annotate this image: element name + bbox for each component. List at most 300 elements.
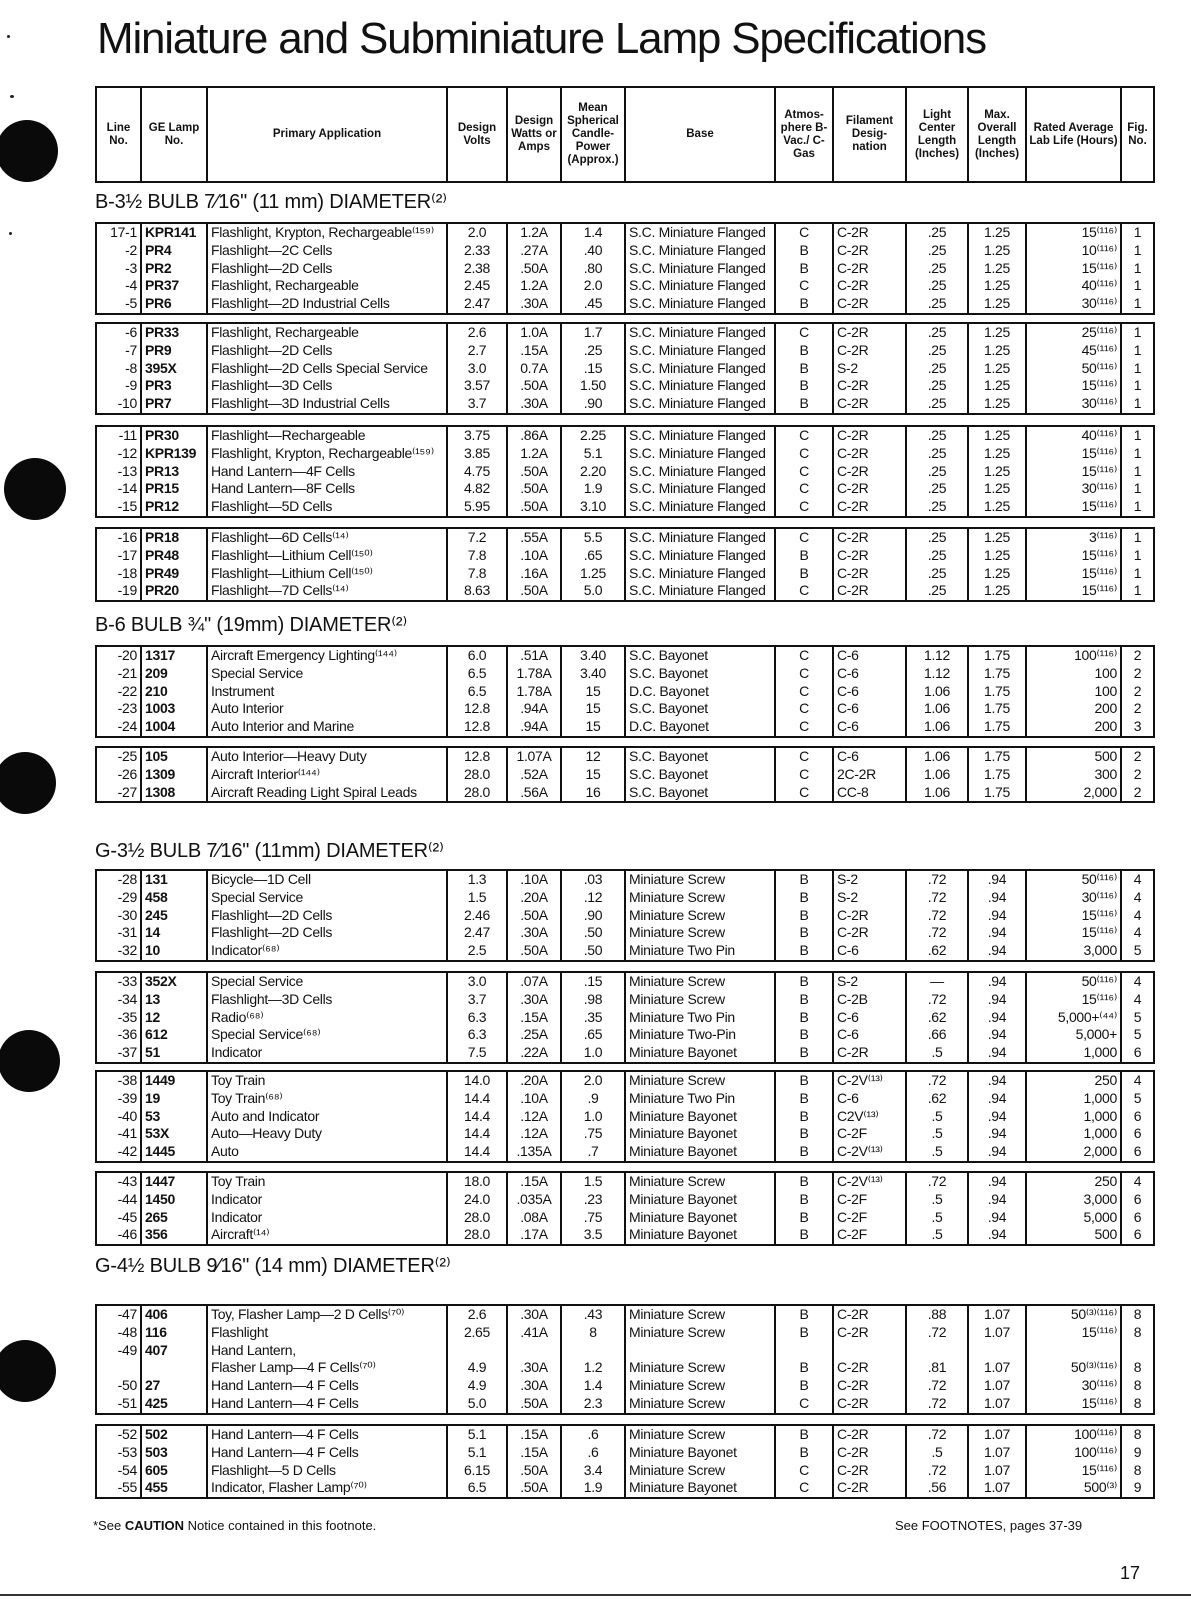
- cell-lamp-no: 352X: [141, 972, 207, 991]
- cell-overall-length: 1.25: [968, 445, 1026, 463]
- cell-base: Miniature Screw: [625, 1324, 775, 1342]
- cell-candle-power: 3.40: [561, 665, 625, 683]
- cell-design-volts: 4.9: [447, 1359, 507, 1377]
- cell-atmosphere: B: [775, 991, 833, 1009]
- cell-design-volts: 5.0: [447, 1395, 507, 1414]
- cell-line-no: -7: [96, 342, 141, 360]
- cell-line-no: -6: [96, 323, 141, 342]
- cell-application: Flashlight: [207, 1324, 447, 1342]
- cell-filament: C-6: [833, 665, 906, 683]
- cell-application: Aircraft⁽¹⁴⁾: [207, 1226, 447, 1245]
- cell-application: Flashlight—3D Cells: [207, 377, 447, 395]
- cell-lamp-no: PR3: [141, 377, 207, 395]
- footnotes-reference: See FOOTNOTES, pages 37-39: [895, 1518, 1083, 1533]
- cell-line-no: -34: [96, 991, 141, 1009]
- cell-candle-power: 3.10: [561, 498, 625, 517]
- cell-candle-power: .50: [561, 942, 625, 961]
- cell-base: Miniature Bayonet: [625, 1209, 775, 1227]
- cell-lamp-no: 53: [141, 1108, 207, 1126]
- cell-lab-life: 2,000: [1026, 1143, 1121, 1162]
- cell-application: Hand Lantern—4 F Cells: [207, 1425, 447, 1444]
- cell-overall-length: 1.25: [968, 565, 1026, 583]
- column-header-watts-amps: Design Watts or Amps: [507, 87, 561, 182]
- cell-design-volts: 6.0: [447, 646, 507, 665]
- cell-light-center-length: .72: [906, 924, 968, 942]
- cell-candle-power: [561, 1342, 625, 1360]
- cell-light-center-length: .5: [906, 1209, 968, 1227]
- cell-overall-length: .94: [968, 907, 1026, 925]
- cell-design-volts: 12.8: [447, 700, 507, 718]
- cell-light-center-length: .72: [906, 1462, 968, 1480]
- cell-design-volts: 4.82: [447, 480, 507, 498]
- cell-design-volts: 2.5: [447, 942, 507, 961]
- cell-overall-length: 1.25: [968, 547, 1026, 565]
- cell-atmosphere: C: [775, 683, 833, 701]
- cell-lab-life: 100⁽¹¹⁶⁾: [1026, 1425, 1121, 1444]
- cell-fig-no: 2: [1121, 700, 1154, 718]
- cell-lamp-no: 1317: [141, 646, 207, 665]
- cell-candle-power: 15: [561, 700, 625, 718]
- cell-design-volts: 1.3: [447, 870, 507, 889]
- cell-overall-length: 1.07: [968, 1377, 1026, 1395]
- table-row: [96, 498, 1154, 517]
- cell-candle-power: .7: [561, 1143, 625, 1162]
- cell-design-volts: 28.0: [447, 1226, 507, 1245]
- bottom-rule: [0, 1594, 1191, 1596]
- cell-watts-amps: .20A: [507, 1071, 561, 1090]
- cell-line-no: -9: [96, 377, 141, 395]
- cell-overall-length: .94: [968, 924, 1026, 942]
- cell-atmosphere: C: [775, 582, 833, 601]
- table-row: [96, 1377, 1154, 1395]
- cell-lab-life: 15⁽¹¹⁶⁾: [1026, 1462, 1121, 1480]
- lamp-group-table: [95, 1070, 1155, 1163]
- cell-light-center-length: .5: [906, 1125, 968, 1143]
- cell-design-volts: 5.95: [447, 498, 507, 517]
- cell-filament: C-6: [833, 683, 906, 701]
- cell-lab-life: 200: [1026, 718, 1121, 737]
- cell-fig-no: 4: [1121, 870, 1154, 889]
- cell-light-center-length: .25: [906, 360, 968, 378]
- lamp-group-table: [95, 971, 1155, 1064]
- cell-lamp-no: 605: [141, 1462, 207, 1480]
- cell-base: Miniature Screw: [625, 924, 775, 942]
- cell-lab-life: 500: [1026, 747, 1121, 766]
- cell-lab-life: 500⁽³⁾: [1026, 1479, 1121, 1498]
- cell-design-volts: 2.47: [447, 924, 507, 942]
- table-row: [96, 1209, 1154, 1227]
- cell-lab-life: 15⁽¹¹⁶⁾: [1026, 565, 1121, 583]
- cell-filament: C-2R: [833, 323, 906, 342]
- cell-design-volts: 3.57: [447, 377, 507, 395]
- cell-base: S.C. Miniature Flanged: [625, 528, 775, 547]
- cell-filament: C-2V⁽¹³⁾: [833, 1143, 906, 1162]
- cell-filament: C-2R: [833, 582, 906, 601]
- binder-hole: [0, 752, 56, 814]
- lamp-group-table: [95, 1171, 1155, 1246]
- cell-atmosphere: [775, 1342, 833, 1360]
- cell-candle-power: 2.0: [561, 277, 625, 295]
- cell-base: Miniature Screw: [625, 1172, 775, 1191]
- cell-candle-power: .90: [561, 907, 625, 925]
- cell-base: Miniature Screw: [625, 889, 775, 907]
- cell-design-volts: 14.4: [447, 1143, 507, 1162]
- cell-light-center-length: .72: [906, 1395, 968, 1414]
- caution-word: CAUTION: [124, 1518, 185, 1533]
- cell-filament: C-2R: [833, 223, 906, 242]
- cell-lamp-no: 503: [141, 1444, 207, 1462]
- cell-watts-amps: .50A: [507, 480, 561, 498]
- cell-filament: C-6: [833, 646, 906, 665]
- cell-base: Miniature Screw: [625, 1071, 775, 1090]
- cell-watts-amps: .86A: [507, 426, 561, 445]
- cell-application: Flashlight—2C Cells: [207, 242, 447, 260]
- table-row: [96, 426, 1154, 445]
- cell-lamp-no: 1445: [141, 1143, 207, 1162]
- cell-atmosphere: C: [775, 498, 833, 517]
- cell-lab-life: 3⁽¹¹⁶⁾: [1026, 528, 1121, 547]
- table-row: [96, 1009, 1154, 1027]
- cell-base: S.C. Miniature Flanged: [625, 323, 775, 342]
- cell-lab-life: 5,000: [1026, 1209, 1121, 1227]
- cell-base: S.C. Miniature Flanged: [625, 463, 775, 481]
- cell-filament: C-2F: [833, 1191, 906, 1209]
- cell-lamp-no: 51: [141, 1044, 207, 1063]
- cell-base: S.C. Miniature Flanged: [625, 342, 775, 360]
- cell-atmosphere: C: [775, 426, 833, 445]
- cell-application: Flashlight—Lithium Cell⁽¹⁵⁰⁾: [207, 565, 447, 583]
- table-row: [96, 295, 1154, 314]
- cell-filament: C-2R: [833, 242, 906, 260]
- cell-watts-amps: 1.2A: [507, 277, 561, 295]
- table-row: [96, 445, 1154, 463]
- cell-design-volts: 2.0: [447, 223, 507, 242]
- cell-line-no: -36: [96, 1026, 141, 1044]
- table-row: [96, 528, 1154, 547]
- cell-lamp-no: PR13: [141, 463, 207, 481]
- cell-watts-amps: .50A: [507, 498, 561, 517]
- cell-atmosphere: C: [775, 766, 833, 784]
- cell-lab-life: 500: [1026, 1226, 1121, 1245]
- cell-lamp-no: 14: [141, 924, 207, 942]
- cell-application: Flashlight, Rechargeable: [207, 323, 447, 342]
- cell-candle-power: 1.2: [561, 1359, 625, 1377]
- cell-candle-power: .12: [561, 889, 625, 907]
- cell-watts-amps: .10A: [507, 1090, 561, 1108]
- cell-lab-life: 5,000+⁽⁴⁴⁾: [1026, 1009, 1121, 1027]
- cell-line-no: -51: [96, 1395, 141, 1414]
- cell-base: D.C. Bayonet: [625, 683, 775, 701]
- table-row: [96, 766, 1154, 784]
- cell-light-center-length: .25: [906, 277, 968, 295]
- cell-base: Miniature Screw: [625, 1377, 775, 1395]
- cell-light-center-length: .72: [906, 1425, 968, 1444]
- table-row: [96, 991, 1154, 1009]
- page-title: Miniature and Subminiature Lamp Specifications: [97, 14, 986, 63]
- cell-lamp-no: 209: [141, 665, 207, 683]
- table-row: [96, 683, 1154, 701]
- cell-lamp-no: 265: [141, 1209, 207, 1227]
- cell-lab-life: 15⁽¹¹⁶⁾: [1026, 377, 1121, 395]
- cell-filament: C-6: [833, 1090, 906, 1108]
- cell-lab-life: 30⁽¹¹⁶⁾: [1026, 889, 1121, 907]
- cell-application: Flashlight, Krypton, Rechargeable⁽¹⁵⁹⁾: [207, 445, 447, 463]
- cell-fig-no: 6: [1121, 1044, 1154, 1063]
- table-row: [96, 870, 1154, 889]
- cell-fig-no: 1: [1121, 260, 1154, 278]
- cell-filament: C-6: [833, 1009, 906, 1027]
- cell-overall-length: .94: [968, 1009, 1026, 1027]
- cell-light-center-length: .25: [906, 426, 968, 445]
- cell-watts-amps: .15A: [507, 342, 561, 360]
- cell-line-no: -46: [96, 1226, 141, 1245]
- cell-atmosphere: C: [775, 665, 833, 683]
- cell-atmosphere: B: [775, 1191, 833, 1209]
- cell-overall-length: 1.25: [968, 223, 1026, 242]
- cell-light-center-length: 1.06: [906, 784, 968, 803]
- cell-fig-no: 6: [1121, 1143, 1154, 1162]
- table-row: [96, 377, 1154, 395]
- cell-light-center-length: .25: [906, 260, 968, 278]
- cell-overall-length: 1.25: [968, 463, 1026, 481]
- cell-candle-power: 1.4: [561, 223, 625, 242]
- cell-fig-no: 9: [1121, 1444, 1154, 1462]
- cell-lab-life: 30⁽¹¹⁶⁾: [1026, 1377, 1121, 1395]
- cell-filament: S-2: [833, 870, 906, 889]
- cell-atmosphere: C: [775, 445, 833, 463]
- cell-atmosphere: B: [775, 1071, 833, 1090]
- cell-atmosphere: B: [775, 377, 833, 395]
- cell-light-center-length: 1.12: [906, 665, 968, 683]
- cell-application: Hand Lantern—4 F Cells: [207, 1377, 447, 1395]
- lamp-group-table: [95, 746, 1155, 803]
- cell-application: Auto Interior—Heavy Duty: [207, 747, 447, 766]
- table-row: [96, 260, 1154, 278]
- cell-base: Miniature Bayonet: [625, 1108, 775, 1126]
- cell-filament: C-6: [833, 942, 906, 961]
- cell-lab-life: 2,000: [1026, 784, 1121, 803]
- cell-candle-power: 1.50: [561, 377, 625, 395]
- cell-design-volts: 5.1: [447, 1444, 507, 1462]
- column-header-line-no: Line No.: [96, 87, 141, 182]
- cell-filament: C-2R: [833, 260, 906, 278]
- cell-lab-life: 15⁽¹¹⁶⁾: [1026, 582, 1121, 601]
- cell-fig-no: 2: [1121, 665, 1154, 683]
- cell-overall-length: 1.25: [968, 260, 1026, 278]
- cell-overall-length: 1.07: [968, 1395, 1026, 1414]
- cell-atmosphere: C: [775, 1395, 833, 1414]
- cell-filament: C-2R: [833, 1324, 906, 1342]
- cell-candle-power: .65: [561, 1026, 625, 1044]
- cell-fig-no: 2: [1121, 747, 1154, 766]
- cell-atmosphere: B: [775, 870, 833, 889]
- lamp-group-table: [95, 322, 1155, 415]
- cell-base: Miniature Screw: [625, 1462, 775, 1480]
- cell-watts-amps: .12A: [507, 1108, 561, 1126]
- table-row: [96, 1044, 1154, 1063]
- cell-design-volts: 12.8: [447, 718, 507, 737]
- cell-design-volts: 6.5: [447, 683, 507, 701]
- cell-design-volts: 5.1: [447, 1425, 507, 1444]
- cell-light-center-length: —: [906, 972, 968, 991]
- cell-application: Special Service⁽⁶⁸⁾: [207, 1026, 447, 1044]
- cell-base: Miniature Bayonet: [625, 1226, 775, 1245]
- cell-candle-power: 5.1: [561, 445, 625, 463]
- cell-watts-amps: .15A: [507, 1444, 561, 1462]
- cell-lamp-no: KPR141: [141, 223, 207, 242]
- cell-filament: C-2R: [833, 1359, 906, 1377]
- cell-overall-length: 1.25: [968, 395, 1026, 414]
- cell-watts-amps: 1.07A: [507, 747, 561, 766]
- cell-candle-power: 3.40: [561, 646, 625, 665]
- cell-application: Flashlight—Rechargeable: [207, 426, 447, 445]
- cell-lab-life: 50⁽³⁾⁽¹¹⁶⁾: [1026, 1359, 1121, 1377]
- cell-watts-amps: .27A: [507, 242, 561, 260]
- cell-design-volts: 6.5: [447, 665, 507, 683]
- cell-light-center-length: .25: [906, 377, 968, 395]
- cell-design-volts: 7.8: [447, 547, 507, 565]
- cell-application: Bicycle—1D Cell: [207, 870, 447, 889]
- cell-lamp-no: 13: [141, 991, 207, 1009]
- cell-fig-no: 5: [1121, 1026, 1154, 1044]
- cell-application: Flashlight, Krypton, Rechargeable⁽¹⁵⁹⁾: [207, 223, 447, 242]
- cell-fig-no: 1: [1121, 480, 1154, 498]
- cell-line-no: -38: [96, 1071, 141, 1090]
- caution-suffix: Notice contained in this footnote.: [187, 1518, 377, 1533]
- cell-lab-life: 40⁽¹¹⁶⁾: [1026, 426, 1121, 445]
- cell-design-volts: 2.33: [447, 242, 507, 260]
- cell-lab-life: 15⁽¹¹⁶⁾: [1026, 991, 1121, 1009]
- cell-atmosphere: C: [775, 1479, 833, 1498]
- cell-filament: C-2R: [833, 1395, 906, 1414]
- table-row: [96, 565, 1154, 583]
- cell-candle-power: 16: [561, 784, 625, 803]
- cell-lamp-no: PR12: [141, 498, 207, 517]
- cell-light-center-length: .25: [906, 445, 968, 463]
- lamp-group-table: [95, 527, 1155, 602]
- speck: [9, 232, 12, 235]
- cell-watts-amps: .50A: [507, 1395, 561, 1414]
- cell-overall-length: 1.25: [968, 582, 1026, 601]
- cell-application: Toy Train: [207, 1071, 447, 1090]
- cell-light-center-length: .88: [906, 1305, 968, 1324]
- cell-base: S.C. Miniature Flanged: [625, 223, 775, 242]
- cell-design-volts: 3.7: [447, 395, 507, 414]
- cell-lab-life: 25⁽¹¹⁶⁾: [1026, 323, 1121, 342]
- column-header-candle-power: Mean Spherical Candle-Power (Approx.): [561, 87, 625, 182]
- cell-overall-length: .94: [968, 1125, 1026, 1143]
- cell-atmosphere: B: [775, 295, 833, 314]
- cell-atmosphere: B: [775, 1143, 833, 1162]
- cell-fig-no: 1: [1121, 342, 1154, 360]
- cell-atmosphere: B: [775, 242, 833, 260]
- cell-application: Flashlight, Rechargeable: [207, 277, 447, 295]
- cell-fig-no: 8: [1121, 1377, 1154, 1395]
- cell-watts-amps: [507, 1342, 561, 1360]
- binder-hole: [0, 120, 58, 182]
- binder-hole: [4, 458, 66, 520]
- cell-watts-amps: .50A: [507, 1462, 561, 1480]
- cell-filament: C-2R: [833, 1479, 906, 1498]
- cell-overall-length: [968, 1342, 1026, 1360]
- cell-fig-no: 1: [1121, 547, 1154, 565]
- cell-overall-length: .94: [968, 1172, 1026, 1191]
- cell-lamp-no: 1450: [141, 1191, 207, 1209]
- cell-lamp-no: PR48: [141, 547, 207, 565]
- cell-fig-no: 6: [1121, 1191, 1154, 1209]
- cell-candle-power: .23: [561, 1191, 625, 1209]
- cell-filament: C-2R: [833, 1377, 906, 1395]
- cell-application: Flashlight—2D Cells: [207, 924, 447, 942]
- cell-light-center-length: .5: [906, 1044, 968, 1063]
- cell-filament: C-6: [833, 1026, 906, 1044]
- cell-filament: C-2R: [833, 498, 906, 517]
- cell-lamp-no: 10: [141, 942, 207, 961]
- cell-design-volts: 4.9: [447, 1377, 507, 1395]
- cell-base: S.C. Miniature Flanged: [625, 582, 775, 601]
- cell-fig-no: 1: [1121, 565, 1154, 583]
- column-header-filament: Filament Desig-nation: [833, 87, 906, 182]
- cell-light-center-length: .72: [906, 1172, 968, 1191]
- cell-lamp-no: PR18: [141, 528, 207, 547]
- cell-atmosphere: C: [775, 646, 833, 665]
- cell-watts-amps: .12A: [507, 1125, 561, 1143]
- cell-light-center-length: .25: [906, 480, 968, 498]
- cell-design-volts: 3.0: [447, 360, 507, 378]
- cell-line-no: -44: [96, 1191, 141, 1209]
- cell-lamp-no: 356: [141, 1226, 207, 1245]
- cell-watts-amps: .50A: [507, 907, 561, 925]
- cell-candle-power: .6: [561, 1444, 625, 1462]
- cell-candle-power: 8: [561, 1324, 625, 1342]
- cell-light-center-length: .25: [906, 565, 968, 583]
- cell-filament: S-2: [833, 360, 906, 378]
- cell-candle-power: .98: [561, 991, 625, 1009]
- cell-candle-power: .75: [561, 1209, 625, 1227]
- cell-base: S.C. Bayonet: [625, 665, 775, 683]
- cell-candle-power: 15: [561, 718, 625, 737]
- cell-atmosphere: B: [775, 360, 833, 378]
- cell-line-no: -3: [96, 260, 141, 278]
- cell-atmosphere: B: [775, 1209, 833, 1227]
- cell-lab-life: 100: [1026, 683, 1121, 701]
- cell-lamp-no: 455: [141, 1479, 207, 1498]
- cell-fig-no: 9: [1121, 1479, 1154, 1498]
- cell-fig-no: 6: [1121, 1125, 1154, 1143]
- cell-overall-length: 1.07: [968, 1479, 1026, 1498]
- cell-atmosphere: B: [775, 260, 833, 278]
- table-row: [96, 1342, 1154, 1360]
- cell-light-center-length: .25: [906, 295, 968, 314]
- cell-atmosphere: C: [775, 747, 833, 766]
- cell-application: Flashlight—2D Industrial Cells: [207, 295, 447, 314]
- cell-light-center-length: .25: [906, 323, 968, 342]
- cell-atmosphere: B: [775, 889, 833, 907]
- cell-line-no: -28: [96, 870, 141, 889]
- cell-atmosphere: B: [775, 1425, 833, 1444]
- cell-filament: C-2R: [833, 480, 906, 498]
- cell-line-no: -53: [96, 1444, 141, 1462]
- cell-lamp-no: PR9: [141, 342, 207, 360]
- cell-lamp-no: 612: [141, 1026, 207, 1044]
- cell-lamp-no: 116: [141, 1324, 207, 1342]
- cell-fig-no: 8: [1121, 1305, 1154, 1324]
- column-header-overall-length: Max. Overall Length (Inches): [968, 87, 1026, 182]
- cell-filament: C-2R: [833, 426, 906, 445]
- cell-watts-amps: .30A: [507, 1305, 561, 1324]
- cell-light-center-length: .72: [906, 907, 968, 925]
- cell-base: Miniature Screw: [625, 870, 775, 889]
